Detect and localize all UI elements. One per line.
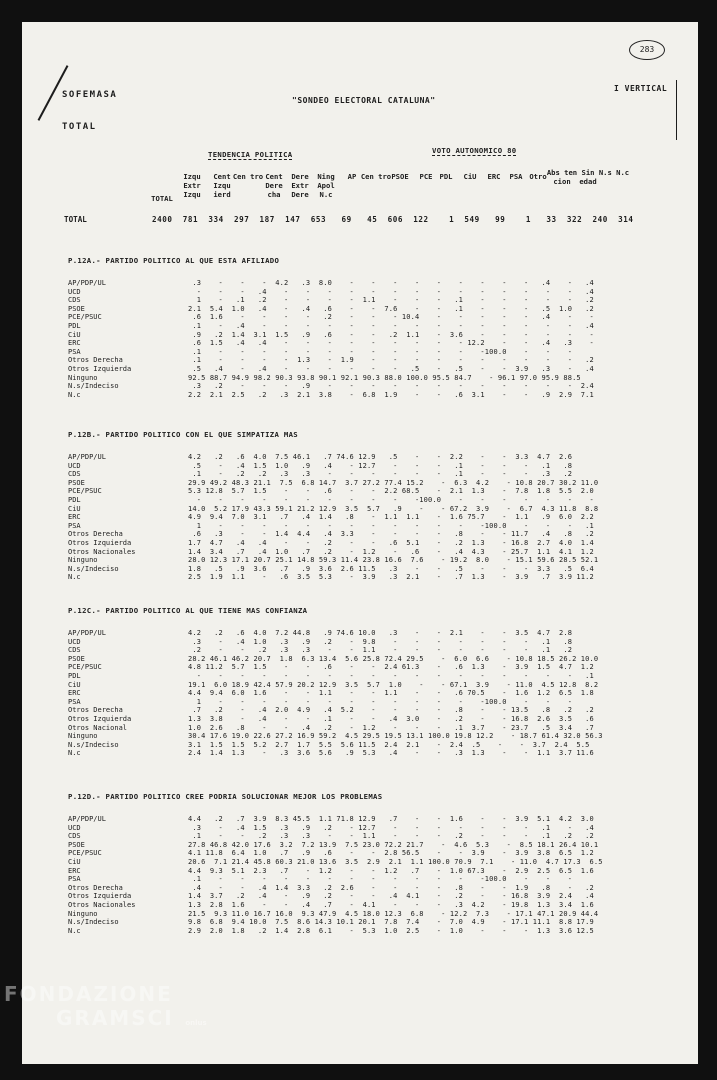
row-label: Ninguno — [68, 909, 98, 918]
table-row — [68, 565, 668, 574]
row-values: .3 - - - 4.2 .3 8.0 - - - - - - - - - .4 - .4 — [188, 279, 594, 287]
row-values: 4.4 .2 .7 3.9 8.3 45.5 1.1 71.8 12.9 .7 - - 1.6 - - 3.9 5.1 4.2 3.0 — [188, 815, 594, 823]
row-label: AP/PDP/UL — [68, 629, 106, 637]
table-row — [68, 824, 668, 833]
row-values: .2 - - .2 .3 .3 - - 1.1 - - - - - - - .1 .2 — [188, 646, 573, 655]
row-values: 2.4 1.4 1.3 - .3 3.6 5.6 .9 5.3 .4 - - .3 1.3 - - 1.1 3.7 11.6 — [188, 749, 594, 758]
row-label: N.s/Indeciso — [68, 740, 119, 749]
row-values: 28.2 46.1 46.2 20.7 1.8 6.3 13.4 5.6 25.8 72.4 29.5 - 6.0 6.6 - 10.8 18.5 26.2 10.0 — [188, 654, 599, 663]
row-label: CDS — [68, 296, 81, 305]
row-label: N.c — [68, 573, 81, 582]
table-row — [68, 374, 668, 383]
row-label: PDL — [68, 321, 81, 330]
row-values: 19.1 6.0 18.9 42.4 57.9 20.2 12.9 3.5 5.7 1.0 - - 67.1 3.9 - 11.0 4.5 12.8 8.2 — [188, 680, 599, 689]
row-label: Otros Izquierda — [68, 714, 132, 723]
row-values: 27.8 46.8 42.0 17.6 3.2 7.2 13.9 7.5 23.0 72.2 21.7 - 4.6 5.3 - 8.5 18.1 26.4 10.1 — [188, 840, 599, 849]
column-header: N.s N.c — [598, 168, 630, 177]
row-values: 1.8 .5 .9 3.6 .7 .9 3.6 2.6 11.5 .3 - - .5 - - - 3.3 .5 6.4 — [188, 564, 594, 573]
table-row — [68, 849, 668, 858]
row-values: .5 .4 - .4 - - - - - - .5 - .5 - - 3.9 .3 - .4 — [188, 364, 594, 373]
table-row — [68, 918, 668, 927]
table-row — [68, 858, 668, 867]
table-row — [68, 322, 668, 331]
column-header: Cent Izqu ierd — [213, 172, 231, 199]
table-row — [68, 462, 668, 471]
row-label: PCE/PSUC — [68, 487, 102, 496]
row-values: 1 - - - - - - - - - - - - -100.0 - - - .1 — [188, 521, 594, 530]
row-values: 1 - - - - - - - - - - - - -100.0 - - - — [188, 697, 573, 706]
row-label: PCE/PSUC — [68, 663, 102, 672]
row-values: 9.8 6.8 9.4 10.0 7.5 8.6 14.3 10.1 20.1 7.8 7.4 - 7.0 4.9 - 17.1 11.1 8.8 17.9 — [188, 918, 594, 927]
table-row — [68, 655, 668, 664]
survey-title: "SONDEO ELECTORAL CATALUNA" — [292, 96, 436, 105]
row-label: PSA — [68, 697, 81, 706]
row-values: 3.1 1.5 1.5 5.2 2.7 1.7 5.5 5.6 11.5 2.4 2.1 - 2.4 .5 - - 3.7 2.4 5.5 — [188, 740, 590, 749]
row-label: PSOE — [68, 304, 85, 313]
row-values: .5 - .4 1.5 1.0 .9 .4 - 12.7 - - - .1 - - - .1 .8 — [188, 461, 573, 470]
row-values: .6 .3 - - 1.4 4.4 .4 3.3 - - - - .8 - - 11.7 .4 .8 .2 — [188, 530, 594, 539]
total-row-values: 2400 781 334 297 187 147 653 69 45 606 122 1 549 99 1 33 322 240 314 — [152, 215, 634, 224]
row-label: AP/PDP/UL — [68, 279, 106, 287]
row-values: 29.9 49.2 48.3 21.1 7.5 6.8 14.7 3.7 27.2 77.4 15.2 - 6.3 4.2 - 10.8 20.7 30.2 11.0 — [188, 478, 599, 487]
section-rows — [68, 279, 668, 399]
column-header: CiU — [463, 172, 477, 181]
table-row — [68, 927, 668, 936]
watermark-line1: FONDAZIONE — [4, 982, 173, 1006]
row-label: PCE/PSUC — [68, 849, 102, 858]
table-row — [68, 672, 668, 681]
table-row — [68, 305, 668, 314]
row-values: 2.2 2.1 2.5 .2 .3 2.1 3.8 - 6.8 1.9 - - .6 3.1 - - .9 2.9 7.1 — [188, 390, 594, 399]
row-label: Ninguno — [68, 732, 98, 741]
table-row — [68, 556, 668, 565]
row-label: Otros Derecha — [68, 883, 123, 892]
row-label: PSOE — [68, 840, 85, 849]
table-row — [68, 901, 668, 910]
column-header: PDL — [439, 172, 453, 181]
row-label: N.s/Indeciso — [68, 918, 119, 927]
row-label: PSA — [68, 347, 81, 356]
table-row — [68, 365, 668, 374]
section-title: P.12D.- PARTIDO POLITICO CREE PODRIA SOLUCIONAR MEJOR LOS PROBLEMAS — [68, 792, 383, 801]
column-header: Dere Extr Dere — [291, 172, 309, 199]
row-label: Ninguno — [68, 556, 98, 565]
row-label: ERC — [68, 866, 81, 875]
row-values: 92.5 88.7 94.9 98.2 90.3 93.8 90.1 92.1 90.3 88.0 100.0 95.5 84.7 - 96.1 97.0 95.9 88.5 — [188, 373, 581, 382]
row-values: 2.5 1.9 1.1 - .6 3.5 5.3 - 3.9 .3 2.1 - .7 1.3 - 3.9 .7 3.9 11.2 — [188, 573, 594, 582]
table-row — [68, 867, 668, 876]
row-values: 21.5 9.3 11.0 16.7 16.0 9.3 47.9 4.5 18.0 12.3 6.8 - 12.2 7.3 - 17.1 47.1 20.9 44.4 — [188, 909, 599, 918]
column-header: TOTAL — [151, 194, 173, 203]
row-values: 1.0 2.6 .8 - - .4 .2 - 1.2 - - - .1 3.7 - 23.7 .5 3.4 .7 — [188, 723, 594, 732]
section-3 — [68, 606, 668, 758]
table-row — [68, 391, 668, 400]
row-values: - - - - - - - - - - - - - - - - - - .1 — [188, 671, 594, 680]
row-values: 14.0 5.2 17.9 43.3 59.1 21.2 12.9 3.5 5.7 .9 - - 67.2 3.9 - 6.7 4.3 11.8 8.8 — [188, 504, 599, 513]
section-4 — [68, 792, 668, 935]
table-row — [68, 706, 668, 715]
section-1 — [68, 256, 668, 399]
row-label: Otros Izquierda — [68, 538, 132, 547]
watermark-line3: onlus — [185, 1019, 207, 1027]
watermark-line2: GRAMSCI — [56, 1006, 174, 1030]
table-row — [68, 382, 668, 391]
row-values: .1 - - - - 1.3 - 1.9 - - - - - - - - - - .2 — [188, 356, 594, 365]
section-title: P.12A.- PARTIDO POLITICO AL QUE ESTA AFILIADO — [68, 256, 280, 265]
row-label: Otros Nacional — [68, 723, 128, 732]
orientation-label: I VERTICAL — [614, 84, 668, 93]
row-label: PDL — [68, 495, 81, 504]
row-label: CiU — [68, 330, 81, 339]
row-label: ERC — [68, 689, 81, 698]
row-label: N.c — [68, 749, 81, 758]
row-label: CiU — [68, 680, 81, 689]
table-row — [68, 884, 668, 893]
row-label: AP/PDP/UL — [68, 815, 106, 823]
table-row — [68, 522, 668, 531]
table-row — [68, 573, 668, 582]
row-values: 5.3 12.8 5.7 1.5 - - .6 - - 2.2 68.5 - 2.1 1.3 - 7.8 1.8 5.5 2.0 — [188, 487, 594, 496]
row-label: Ninguno — [68, 373, 98, 382]
row-values: - - - .4 - - - - - - - - - - - - - - .4 — [188, 287, 594, 296]
row-label: UCD — [68, 287, 81, 296]
column-header: AP — [347, 172, 357, 181]
row-label: CDS — [68, 470, 81, 479]
row-values: 4.2 .2 .6 4.0 7.5 46.1 .7 74.6 12.9 .5 - - 2.2 - - 3.3 4.7 2.6 — [188, 453, 573, 461]
table-row — [68, 356, 668, 365]
row-label: N.c — [68, 926, 81, 935]
table-row — [68, 453, 668, 462]
column-header: Otro — [529, 172, 547, 181]
row-label: PSOE — [68, 478, 85, 487]
row-values: .1 - - - - - - - - - - - - -100.0 - - - — [188, 347, 573, 356]
column-header: Cent Dere cha — [265, 172, 283, 199]
row-values: 1.3 2.8 1.6 - - .4 .7 - 4.1 - - - .3 4.2 - 19.8 1.3 3.4 1.6 — [188, 900, 594, 909]
base-label: TOTAL — [62, 122, 97, 132]
table-row — [68, 749, 668, 758]
table-row — [68, 663, 668, 672]
row-label: N.s/Indeciso — [68, 382, 119, 391]
row-label: Otros Nacionales — [68, 547, 136, 556]
row-label: Otros Izquierda — [68, 364, 132, 373]
tendencia-group-header: TENDENCIA POLITICA — [208, 150, 293, 159]
column-header: PCE — [419, 172, 433, 181]
row-values: - - - - - - - - - - -100.0 - - - - - - - — [188, 495, 594, 504]
row-label: PSA — [68, 521, 81, 530]
table-row — [68, 732, 668, 741]
table-row — [68, 892, 668, 901]
row-label: N.c — [68, 390, 81, 399]
table-row — [68, 496, 668, 505]
table-row — [68, 681, 668, 690]
row-values: 1.3 3.8 - .4 - - .1 - - .4 3.0 - .2 - - 16.8 2.6 3.5 .6 — [188, 714, 594, 723]
table-row — [68, 288, 668, 297]
row-values: 4.4 9.4 6.0 1.6 - - 1.1 - - 1.1 - - .6 70.5 - 1.6 1.2 6.5 1.8 — [188, 689, 594, 698]
table-row — [68, 339, 668, 348]
row-label: CiU — [68, 504, 81, 513]
row-values: 30.4 17.6 19.0 22.6 27.2 16.9 59.2 4.5 29.5 19.5 13.1 100.0 19.8 12.2 - 18.7 61.4 32.0 56.3 — [188, 732, 603, 741]
row-values: .4 - - .4 1.4 3.3 .2 2.6 - - - - .8 - - 1.9 .8 - .2 — [188, 883, 594, 892]
row-label: ERC — [68, 339, 81, 348]
table-row — [68, 689, 668, 698]
row-label: PSOE — [68, 654, 85, 663]
row-label: Otros Izquierda — [68, 892, 132, 901]
row-label: PSA — [68, 875, 81, 884]
section-rows — [68, 815, 668, 935]
table-row — [68, 479, 668, 488]
row-values: .6 1.5 .4 .4 - - - - - - - - - 12.2 - - .4 .3 - — [188, 339, 594, 348]
row-values: 2.1 5.4 1.0 .4 - .4 .6 - - 7.6 - - .1 - - - .5 1.0 .2 — [188, 304, 594, 313]
row-label: CDS — [68, 646, 81, 655]
column-header: Cen tro — [360, 172, 392, 181]
row-values: .3 - .4 1.0 .3 .9 .2 - 9.8 - - - - - - - .1 .8 — [188, 637, 573, 646]
table-row — [68, 646, 668, 655]
row-values: 2.9 2.0 1.8 .2 1.4 2.8 6.1 - 5.3 1.0 2.5 - 1.0 - - - 1.3 3.6 12.5 — [188, 926, 594, 935]
table-row — [68, 841, 668, 850]
row-label: CDS — [68, 832, 81, 841]
row-values: 1.4 3.4 .7 .4 1.0 .7 .2 - 1.2 - .6 - .4 4.3 - 25.7 1.1 4.1 1.2 — [188, 547, 594, 556]
row-values: 4.8 11.2 5.7 1.5 - - .6 - - 2.4 61.3 - .6 1.3 - 3.9 1.5 4.7 1.2 — [188, 663, 594, 672]
row-label: Otros Derecha — [68, 706, 123, 715]
column-header: Sin edad — [579, 168, 597, 186]
row-values: .1 - .2 .2 .3 .3 - - - - - - .1 - - - .3 .2 — [188, 470, 573, 479]
row-values: 4.1 11.8 6.4 1.0 .7 .9 .6 - - 2.8 56.5 - - 3.9 - 3.9 3.8 6.5 1.2 — [188, 849, 594, 858]
table-row — [68, 487, 668, 496]
row-label: PCE/PSUC — [68, 313, 102, 322]
row-values: .1 - - .2 .3 .3 - - 1.1 - - - .2 - - - .1 .2 .2 — [188, 832, 594, 841]
row-values: 1 - .1 .2 - - - - 1.1 - - - .1 - - - - - .2 — [188, 296, 594, 305]
section-2 — [68, 430, 668, 582]
row-values: 4.4 9.3 5.1 2.3 .7 - 1.2 - - 1.2 .7 - 1.0 67.3 - 2.9 2.5 6.5 1.6 — [188, 866, 594, 875]
section-title: P.12C.- PARTIDO POLITICO AL QUE TIENE MAS CONFIANZA — [68, 606, 308, 615]
table-row — [68, 910, 668, 919]
column-header: Ning Apol N.c — [317, 172, 335, 199]
row-values: 4.2 .2 .6 4.0 7.2 44.8 .9 74.6 10.0 .3 - - 2.1 - - 3.5 4.7 2.8 — [188, 629, 573, 637]
row-label: Otros Derecha — [68, 356, 123, 365]
column-header: Cen tro — [232, 172, 264, 181]
table-row — [68, 741, 668, 750]
document-page — [22, 22, 698, 1064]
row-values: .9 .2 1.4 3.1 1.5 .9 .6 - - .2 1.1 - 3.6 - - - - - - — [188, 330, 594, 339]
row-label: Otros Nacionales — [68, 900, 136, 909]
row-values: 4.9 9.4 7.0 3.1 .7 .4 1.4 .8 - 1.1 1.1 - 1.6 75.7 - 1.1 .9 6.0 2.2 — [188, 513, 594, 522]
table-row — [68, 513, 668, 522]
table-row — [68, 629, 668, 638]
page-number-stamp: 283 — [629, 40, 665, 60]
table-row — [68, 331, 668, 340]
watermark-line2-wrap — [4, 1006, 207, 1030]
column-header: PSA — [509, 172, 523, 181]
table-row — [68, 815, 668, 824]
row-label: UCD — [68, 823, 81, 832]
row-label: CiU — [68, 857, 81, 866]
row-values: .7 .2 - .4 2.0 4.9 .4 5.2 - - - - .8 - - 13.5 .8 .2 .2 — [188, 706, 594, 715]
table-row — [68, 724, 668, 733]
row-values: 1.7 4.7 .4 .4 - - .2 - - .6 5.1 - .2 1.3 - 16.8 2.7 4.0 1.4 — [188, 538, 594, 547]
row-values: .6 1.6 - - - - .2 - - - 10.4 - - - - - .4 - - — [188, 313, 594, 322]
row-label: UCD — [68, 461, 81, 470]
table-row — [68, 530, 668, 539]
table-row — [68, 296, 668, 305]
voto-group-header: VOTO AUTONOMICO 80 — [432, 146, 517, 155]
row-label: UCD — [68, 637, 81, 646]
section-rows — [68, 629, 668, 758]
table-row — [68, 539, 668, 548]
watermark — [4, 982, 207, 1030]
table-row — [68, 279, 668, 288]
column-header: Abs ten cion — [546, 168, 578, 186]
column-header: PSOE — [391, 172, 409, 181]
row-label: PDL — [68, 671, 81, 680]
row-values: .1 - - - - - - - - - - - - -100.0 - - - — [188, 875, 573, 884]
margin-line — [676, 80, 677, 140]
table-row — [68, 638, 668, 647]
row-values: .3 - .4 1.5 .3 .9 .2 - 12.7 - - - - - - - .1 - .4 — [188, 823, 594, 832]
table-row — [68, 313, 668, 322]
table-row — [68, 875, 668, 884]
section-title: P.12B.- PARTIDO POLITICO CON EL QUE SIMPATIZA MAS — [68, 430, 298, 439]
row-label: AP/PDP/UL — [68, 453, 106, 461]
row-label: Otros Derecha — [68, 530, 123, 539]
table-row — [68, 548, 668, 557]
total-row-label: TOTAL — [64, 215, 87, 224]
row-values: .1 - .4 - - - - - - - - - - - - - - - .4 — [188, 321, 594, 330]
table-row — [68, 348, 668, 357]
row-values: 20.6 7.1 21.4 45.8 60.3 21.0 13.6 3.5 2.9 2.1 1.1 100.0 70.9 7.1 - 11.0 4.7 17.3 6.5 — [188, 857, 603, 866]
column-header: ERC — [487, 172, 501, 181]
row-values: 28.0 12.3 17.1 20.7 25.1 14.8 59.3 11.4 23.8 16.6 7.6 - 19.2 8.0 - 15.1 59.6 28.5 52.1 — [188, 556, 599, 565]
section-rows — [68, 453, 668, 582]
table-row — [68, 715, 668, 724]
table-row — [68, 505, 668, 514]
table-row — [68, 470, 668, 479]
table-row — [68, 832, 668, 841]
row-label: ERC — [68, 513, 81, 522]
row-values: .3 .2 - - - .9 - - - - - - - - - - - - 2.4 — [188, 382, 594, 391]
row-values: 1.4 3.7 .2 .4 - .9 .2 - - .4 4.1 - .2 - - 16.8 3.9 2.4 .4 — [188, 892, 594, 901]
company-name: SOFEMASA — [62, 90, 118, 100]
row-label: N.s/Indeciso — [68, 564, 119, 573]
table-row — [68, 698, 668, 707]
column-header: Izqu Extr Izqu — [183, 172, 201, 199]
